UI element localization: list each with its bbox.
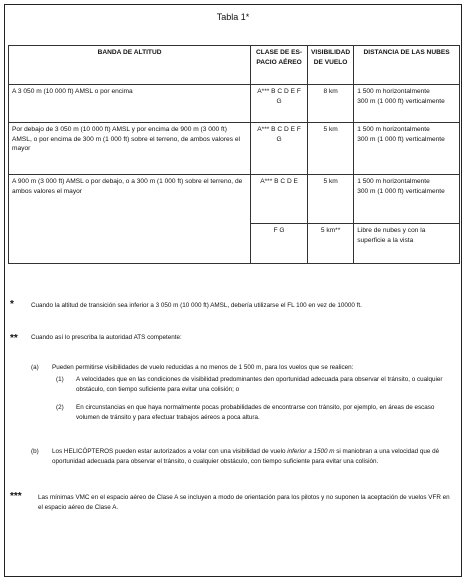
class-cell: A*** B C D E F G xyxy=(251,123,308,175)
distance-horizontal: 1 500 m horizontalmente xyxy=(357,126,430,133)
item-label: (a) xyxy=(31,364,39,371)
item-text: A velocidades que en las condiciones de visibilidad predominantes den oportunidad adecuada para observar el tránsito, o cualquier obstáculo, con tiempo suficiente para evitar una colisión; o xyxy=(76,376,443,393)
visibility-cell: 8 km xyxy=(308,85,354,123)
table-row xyxy=(9,123,460,175)
page-frame xyxy=(4,4,462,577)
item-label: (1) xyxy=(56,376,64,383)
table-header-row xyxy=(9,46,460,85)
footnote-mark: *** xyxy=(10,491,22,502)
band-cell: Por debajo de 3 050 m (10 000 ft) AMSL y por encima de 900 m (3 000 ft) AMSL, o por encima de 300 m (1 000 ft) sobre el terreno, de ambos valores el mayor xyxy=(9,123,251,175)
class-cell: F G xyxy=(251,224,308,264)
distance-cell xyxy=(354,224,460,264)
footnote-text: Cuando así lo prescriba la autoridad ATS competente: xyxy=(31,334,182,341)
footnote-mark: * xyxy=(10,299,14,310)
item-text-emphasis: inferior a 1500 m xyxy=(287,448,335,455)
header-class: CLASE DE ES- PACIO AÉREO xyxy=(251,46,308,85)
table-title: Tabla 1* xyxy=(216,12,250,22)
visibility-cell: 5 km** xyxy=(308,224,354,264)
item-text: En circunstancias en que haya normalmente pocas probabilidades de encontrarse con tránsito, por ejemplo, en áreas de escaso volumen de tránsito y para efectuar trabajos aéreos a poca altura. xyxy=(76,404,435,421)
item-text xyxy=(52,447,454,467)
item-text: Pueden permitirse visibilidades de vuelo reducidas a no menos de 1 500 m, para los vuelos que se realicen: xyxy=(52,364,354,371)
band-cell: A 900 m (3 000 ft) AMSL o por debajo, o a 300 m (1 000 ft) sobre el terreno, de ambos valores el mayor xyxy=(9,175,251,264)
distance-vertical: 300 m (1 000 ft) verticalmente xyxy=(357,97,445,105)
class-cell: A*** B C D E xyxy=(251,175,308,224)
footnote-text: Cuando la altitud de transición sea inferior a 3 050 m (10 000 ft) AMSL, debería utilizarse el FL 100 en vez de 10000 ft. xyxy=(31,302,362,309)
distance-clear: Libre de nubes y con la xyxy=(357,227,426,234)
distance-cell xyxy=(354,85,460,123)
distance-surface: superficie a la vista xyxy=(357,236,414,244)
item-label: (2) xyxy=(56,404,64,411)
item-text-part: Los HELICÓPTEROS pueden estar autorizados a volar con una visibilidad de vuelo xyxy=(52,448,288,455)
item-label: (b) xyxy=(31,448,39,455)
band-cell: A 3 050 m (10 000 ft) AMSL o por encima xyxy=(9,85,251,123)
distance-horizontal: 1 500 m horizontalmente xyxy=(357,178,430,185)
distance-vertical: 300 m (1 000 ft) verticalmente xyxy=(357,187,445,195)
header-visibility: VISIBILIDAD DE VUELO xyxy=(308,46,354,85)
footnote-mark: ** xyxy=(10,333,18,344)
item-text-part: si maniobran a una velocidad que dé oportunidad adecuada para observar el tránsito, o cualquier obstáculo, con tiempo suficiente para evitar una colisión. xyxy=(52,448,440,465)
header-band: BANDA DE ALTITUD xyxy=(9,46,251,85)
table-row xyxy=(9,175,460,224)
header-distance: DISTANCIA DE LAS NUBES xyxy=(354,46,460,85)
footnote-text: Las mínimas VMC en el espacio aéreo de Clase A se incluyen a modo de orientación para los pilotos y no suponen la aceptación de vuelos VFR en el espacio aéreo de Clase A. xyxy=(38,494,450,511)
visibility-cell: 5 km xyxy=(308,175,354,224)
distance-cell xyxy=(354,123,460,175)
class-cell: A*** B C D E F G xyxy=(251,85,308,123)
distance-horizontal: 1 500 m horizontalmente xyxy=(357,88,430,95)
visibility-cell: 5 km xyxy=(308,123,354,175)
distance-vertical: 300 m (1 000 ft) verticalmente xyxy=(357,135,445,143)
distance-cell xyxy=(354,175,460,224)
vmc-table xyxy=(8,45,460,264)
table-row xyxy=(9,85,460,123)
